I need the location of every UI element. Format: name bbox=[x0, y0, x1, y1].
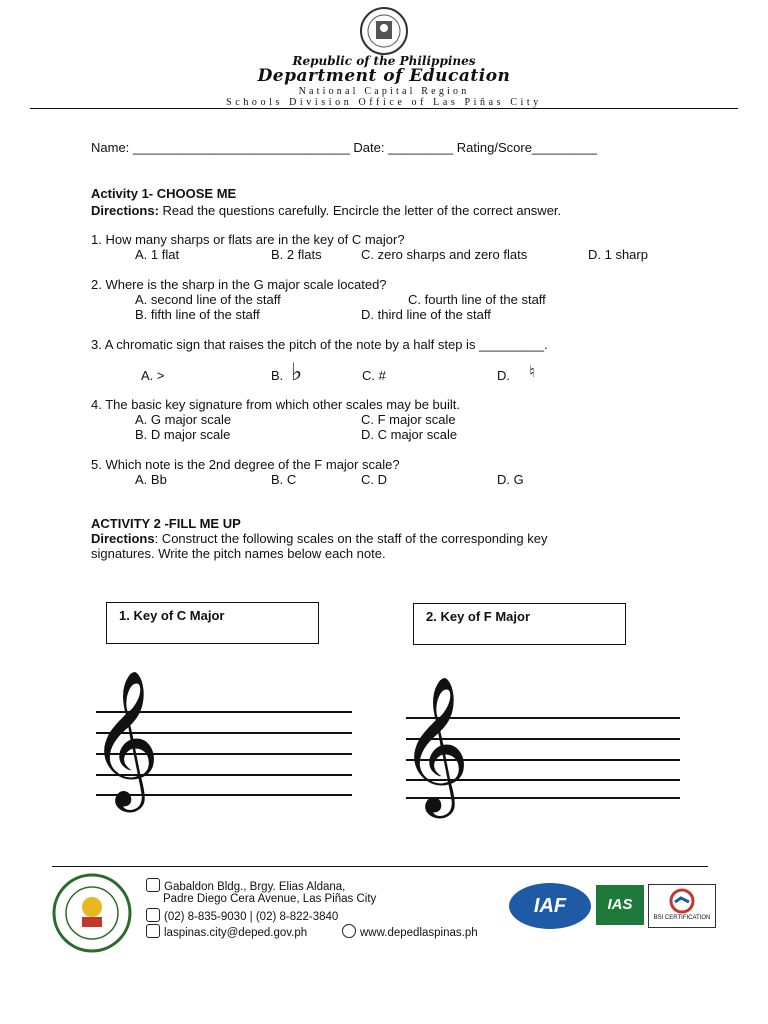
q1-choice-a: A. 1 flat bbox=[135, 247, 180, 262]
activity2-directions-cont: signatures. Write the pitch names below each note. bbox=[91, 546, 386, 561]
q4-choice-b: B. D major scale bbox=[135, 427, 231, 442]
directions-text: Read the questions carefully. Encircle the letter of the correct answer. bbox=[158, 203, 562, 218]
activity2-title: ACTIVITY 2 -FILL ME UP bbox=[91, 516, 241, 531]
question-2: 2. Where is the sharp in the G major scale located? bbox=[91, 277, 387, 292]
activity1-directions bbox=[91, 203, 561, 218]
header-region: National Capital Region bbox=[298, 86, 470, 97]
header-division: Schools Division Office of Las Piñas City bbox=[226, 97, 542, 108]
bsi-logo bbox=[648, 884, 716, 928]
q1-choice-c: C. zero sharps and zero flats bbox=[361, 247, 528, 262]
q2-choice-d: D. third line of the staff bbox=[361, 307, 491, 322]
email-icon bbox=[146, 924, 160, 938]
q2-choice-c: C. fourth line of the staff bbox=[408, 292, 546, 307]
address-line-1: Gabaldon Bldg., Brgy. Elias Aldana, bbox=[164, 881, 346, 893]
question-3: 3. A chromatic sign that raises the pitch of the note by a half step is _________. bbox=[91, 337, 548, 352]
q3-choice-b: B. bbox=[271, 368, 284, 383]
activity1-title: Activity 1- CHOOSE ME bbox=[91, 186, 237, 201]
bsi-label: BSI CERTIFICATION bbox=[653, 915, 711, 921]
q5-choice-a: A. Bb bbox=[135, 472, 167, 487]
header-department: Department of Education bbox=[257, 66, 511, 86]
directions-label: Directions: bbox=[91, 203, 159, 218]
directions-label-2: Directions bbox=[91, 531, 155, 546]
footer-web bbox=[342, 924, 478, 939]
q1-choice-b: B. 2 flats bbox=[271, 247, 322, 262]
q2-choice-b: B. fifth line of the staff bbox=[135, 307, 260, 322]
question-1: 1. How many sharps or flats are in the key of C major? bbox=[91, 232, 405, 247]
location-icon bbox=[146, 878, 160, 892]
name-date-score-line: Name: ______________________________ Date: _________ Rating/Score_________ bbox=[91, 140, 597, 155]
division-seal-logo bbox=[52, 873, 132, 953]
footer-rule bbox=[52, 866, 708, 867]
q5-choice-c: C. D bbox=[361, 472, 387, 487]
globe-icon bbox=[342, 924, 356, 938]
q5-choice-d: D. G bbox=[497, 472, 524, 487]
directions-text-2: : Construct the following scales on the staff of the corresponding key bbox=[154, 531, 548, 546]
q3-choice-a: A. > bbox=[141, 368, 165, 383]
q5-choice-b: B. C bbox=[271, 472, 297, 487]
activity2-directions bbox=[91, 531, 547, 546]
flat-symbol: ♭ bbox=[291, 358, 303, 386]
question-4: 4. The basic key signature from which other scales may be built. bbox=[91, 397, 460, 412]
treble-clef-icon: 𝄞 bbox=[400, 674, 470, 812]
ias-logo: IAS bbox=[596, 885, 644, 925]
staff-2 bbox=[400, 674, 680, 812]
bsi-mark-icon bbox=[669, 888, 695, 914]
question-5: 5. Which note is the 2nd degree of the F major scale? bbox=[91, 457, 400, 472]
iaf-logo: IAF bbox=[509, 883, 591, 929]
website: www.depedlaspinas.ph bbox=[360, 927, 478, 939]
footer-email bbox=[146, 924, 307, 939]
q1-choice-d: D. 1 sharp bbox=[588, 247, 648, 262]
key-f-major-box bbox=[413, 603, 626, 645]
footer-phone bbox=[146, 908, 338, 923]
key-c-major-box bbox=[106, 602, 319, 644]
q3-choice-c: C. # bbox=[362, 368, 386, 383]
natural-symbol: ♮ bbox=[529, 362, 535, 381]
treble-clef-icon: 𝄞 bbox=[90, 668, 160, 806]
q4-choice-d: D. C major scale bbox=[361, 427, 458, 442]
footer-address-1 bbox=[146, 878, 345, 893]
q3-choice-d: D. bbox=[497, 368, 510, 383]
q2-choice-a: A. second line of the staff bbox=[135, 292, 281, 307]
email-address: laspinas.city@deped.gov.ph bbox=[164, 927, 308, 939]
header-rule bbox=[30, 108, 738, 109]
q4-choice-c: C. F major scale bbox=[361, 412, 456, 427]
key-f-major-label: 2. Key of F Major bbox=[426, 609, 531, 624]
phone-numbers: (02) 8-835-9030 | (02) 8-822-3840 bbox=[164, 911, 339, 923]
key-c-major-label: 1. Key of C Major bbox=[119, 608, 225, 623]
q4-choice-a: A. G major scale bbox=[135, 412, 232, 427]
phone-icon bbox=[146, 908, 160, 922]
deped-seal-logo bbox=[349, 6, 419, 56]
staff-1 bbox=[90, 668, 352, 806]
footer-address-2: Padre Diego Cera Avenue, Las Piñas City bbox=[163, 893, 377, 905]
header-republic: Republic of the Philippines bbox=[292, 54, 476, 68]
